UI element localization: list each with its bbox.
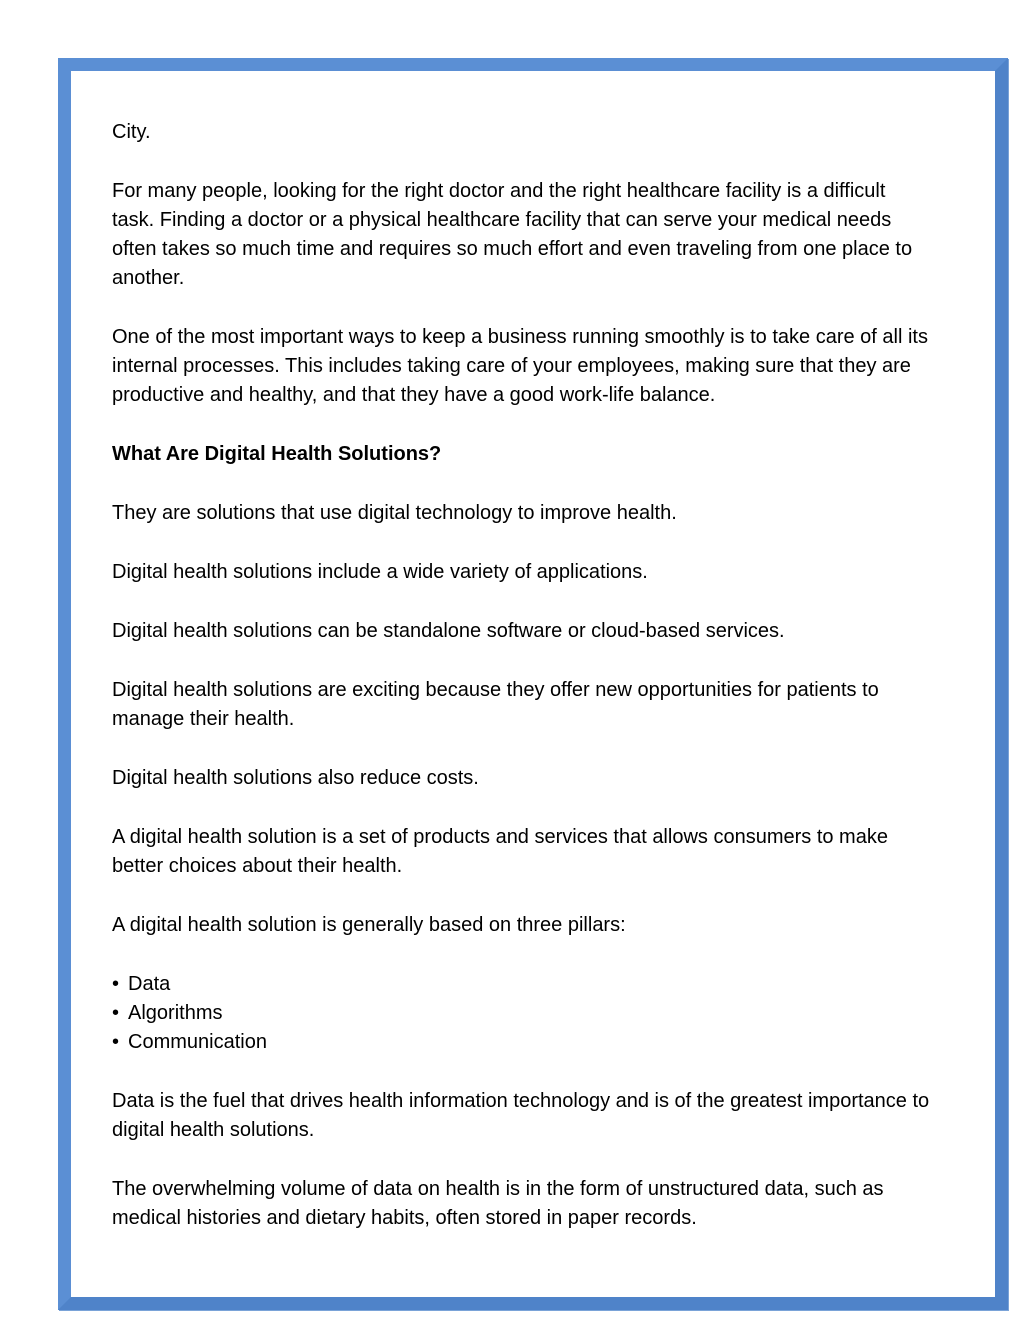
- list-item: [112, 970, 932, 999]
- pillars-list: [112, 970, 932, 1057]
- paragraph-business-processes: One of the most important ways to keep a business running smoothly is to take care of all its internal processes. This includes taking care of your employees, making sure that they are productive and healthy, and that they have a good work-life balance.: [112, 326, 928, 406]
- paragraph-standalone: Digital health solutions can be standalone software or cloud-based services.: [112, 620, 785, 642]
- paragraph-definition: They are solutions that use digital technology to improve health.: [112, 502, 677, 524]
- paragraph-products-services: A digital health solution is a set of products and services that allows consumers to make better choices about their health.: [112, 826, 888, 877]
- bullet-icon: •: [112, 973, 120, 995]
- pillar-label: Data: [128, 973, 171, 995]
- pillar-label: Communication: [128, 1031, 267, 1053]
- paragraph-opportunities: Digital health solutions are exciting because they offer new opportunities for patients to manage their health.: [112, 679, 879, 730]
- paragraph-unstructured-data: The overwhelming volume of data on health is in the form of unstructured data, such as medical histories and dietary habits, often stored in paper records.: [112, 1178, 884, 1229]
- paragraph-finding-doctor: For many people, looking for the right doctor and the right healthcare facility is a difficult task. Finding a doctor or a physical healthcare facility that can serve your medical needs often takes so much time and requires so much effort and even traveling from one place to another.: [112, 180, 913, 289]
- bullet-icon: •: [112, 1031, 120, 1053]
- list-item: [112, 1028, 932, 1057]
- paragraph-data-fuel: Data is the fuel that drives health information technology and is of the greatest importance to digital health solutions.: [112, 1090, 930, 1141]
- list-item: [112, 999, 932, 1028]
- paragraph-three-pillars: A digital health solution is generally based on three pillars:: [112, 914, 626, 936]
- section-heading: What Are Digital Health Solutions?: [112, 443, 442, 465]
- pillar-label: Algorithms: [128, 1002, 223, 1024]
- bullet-icon: •: [112, 1002, 120, 1024]
- paragraph-reduce-costs: Digital health solutions also reduce costs.: [112, 767, 479, 789]
- paragraph-city: City.: [112, 121, 151, 143]
- paragraph-applications: Digital health solutions include a wide variety of applications.: [112, 561, 648, 583]
- document-body: [112, 118, 932, 1263]
